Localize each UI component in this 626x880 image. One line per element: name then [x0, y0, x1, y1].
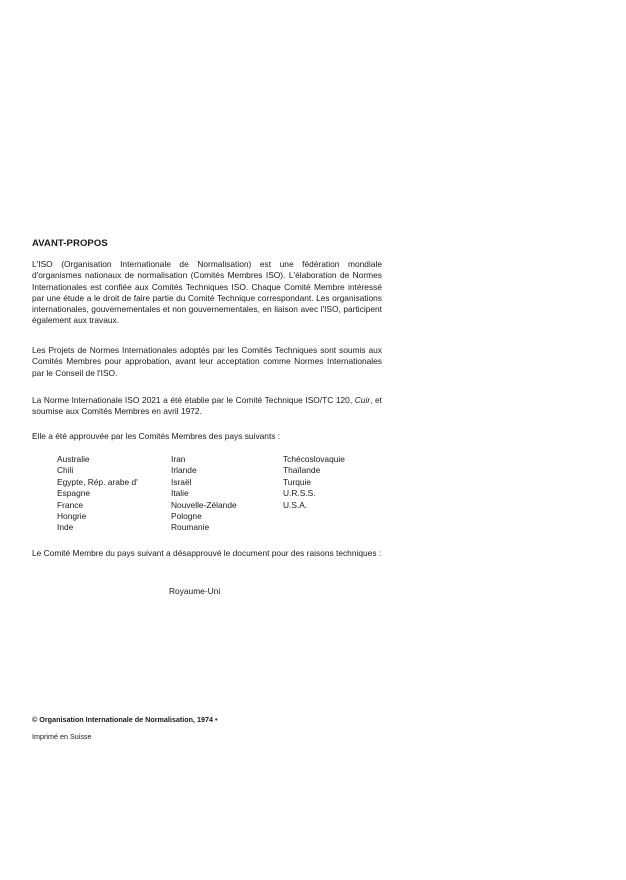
country-item: Thaïlande: [283, 465, 321, 476]
country-item: Roumanie: [171, 522, 210, 533]
standard-text-before: La Norme Internationale ISO 2021 a été établie par le Comité Technique ISO/TC 120,: [32, 395, 355, 405]
disapproval-intro: Le Comité Membre du pays suivant a désapprouvé le document pour des raisons techniques :: [32, 548, 382, 558]
country-item: Australie: [57, 454, 90, 464]
foreword-paragraph-standard: [32, 395, 382, 418]
country-item: Irlande: [171, 465, 197, 476]
country-column-3: [283, 454, 345, 511]
printed-in-notice: Imprimé en Suisse: [32, 732, 92, 741]
country-item: Inde: [57, 522, 74, 533]
standard-text-after: , et soumise aux Comités Membres en avril 1972.: [32, 395, 382, 417]
country-item: Iran: [171, 454, 186, 464]
committee-name: Cuir: [354, 395, 371, 405]
country-item: Pologne: [171, 510, 202, 521]
country-column-1: [57, 454, 138, 534]
approval-intro: Elle a été approuvée par les Comités Membres des pays suivants :: [32, 431, 281, 441]
foreword-paragraph-iso: L'ISO (Organisation Internationale de Normalisation) est une fédération mondiale d'organismes nationaux de normalisation (Comités Membres ISO). L'élaboration de Normes Internationales est confiée aux Comités Techniques ISO. Chaque Comité Membre intéressé par une étude a le droit de faire partie du Comité Technique correspondant. Les organisations internationales, gouvernementales et non gouvernementales, en liaison avec l'ISO, participent également aux travaux.: [32, 259, 382, 326]
foreword-paragraph-drafts: Les Projets de Normes Internationales adoptés par les Comités Techniques sont soumis aux Comités Membres pour approbation, avant leur acceptation comme Normes Internationales par le Conseil de l'ISO.: [32, 345, 382, 378]
country-item: Israël: [171, 476, 192, 487]
country-item: Hongrie: [57, 510, 87, 521]
country-item: Nouvelle-Zélande: [171, 499, 237, 510]
country-item: France: [57, 499, 84, 510]
country-item: Italie: [171, 488, 189, 499]
copyright-notice: © Organisation Internationale de Normalisation, 1974 •: [32, 715, 218, 724]
country-item: Egypte, Rép. arabe d': [57, 476, 138, 487]
page-title: AVANT-PROPOS: [32, 238, 108, 249]
country-item: U.R.S.S.: [283, 488, 316, 499]
country-item: Chili: [57, 465, 74, 476]
country-column-2: [171, 454, 237, 534]
country-item: Turquie: [283, 476, 312, 487]
disapproving-country: Royaume-Uni: [169, 586, 221, 596]
country-item: Tchécoslovaquie: [283, 454, 345, 464]
country-item: U.S.A.: [283, 499, 308, 510]
country-item: Espagne: [57, 488, 91, 499]
